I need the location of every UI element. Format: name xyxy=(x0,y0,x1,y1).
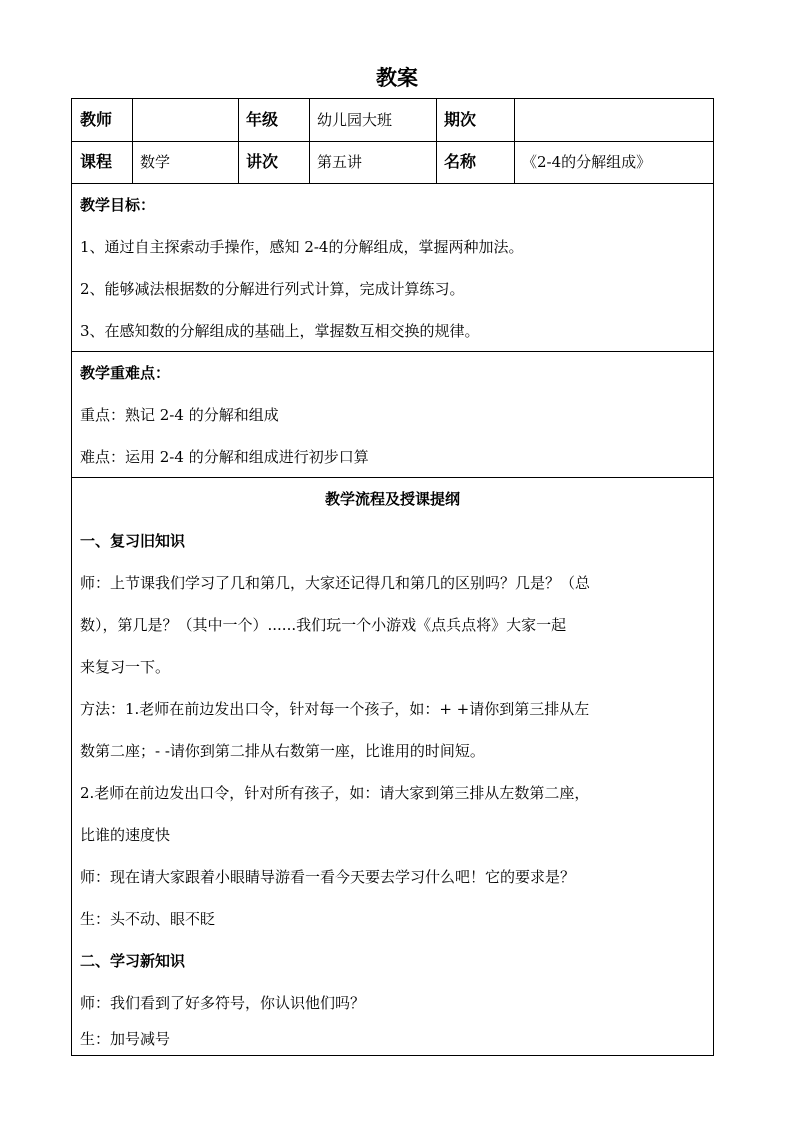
course-value: 数学 xyxy=(140,153,171,171)
session-label: 期次 xyxy=(444,110,477,129)
grade-value: 幼儿园大班 xyxy=(317,111,393,129)
flow-line: 比谁的速度快 xyxy=(80,826,171,844)
row-divider xyxy=(72,477,713,478)
page-title: 教案 xyxy=(376,66,418,90)
flow-line: 生：加号减号 xyxy=(80,1030,171,1048)
flow-line: 师：上节课我们学习了几和第几，大家还记得几和第几的区别吗？几是？（总 xyxy=(80,574,591,592)
flow-line: 2.老师在前边发出口令，针对所有孩子，如：请大家到第三排从左数第二座， xyxy=(80,784,590,802)
lecture-value: 第五讲 xyxy=(317,153,363,171)
section-heading-review: 一、复习旧知识 xyxy=(80,532,186,550)
teacher-value xyxy=(132,99,238,141)
course-label: 课程 xyxy=(80,152,113,171)
section-heading-new: 二、学习新知识 xyxy=(80,952,186,970)
lesson-plan-table xyxy=(71,98,714,1056)
objective-item: 2、能够减法根据数的分解进行列式计算，完成计算练习。 xyxy=(80,280,465,298)
name-value: 《2-4的分解组成》 xyxy=(522,153,652,171)
flow-line: 师：我们看到了好多符号，你认识他们吗？ xyxy=(80,994,366,1012)
flow-line: 来复习一下。 xyxy=(80,658,171,676)
row-divider xyxy=(72,351,713,352)
flow-heading: 教学流程及授课提纲 xyxy=(324,490,460,508)
flow-line: 方法：1.老师在前边发出口令，针对每一个孩子，如：+ +请你到第三排从左 xyxy=(80,700,590,718)
name-label: 名称 xyxy=(444,152,477,171)
objective-item: 1、通过自主探索动手操作，感知 2-4的分解组成，掌握两种加法。 xyxy=(80,238,524,256)
flow-line: 生：头不动、眼不眨 xyxy=(80,910,216,928)
difficult-point: 难点：运用 2-4 的分解和组成进行初步口算 xyxy=(80,448,369,466)
teacher-label: 教师 xyxy=(80,110,113,129)
difficulties-heading: 教学重难点： xyxy=(80,364,171,382)
key-point: 重点：熟记 2-4 的分解和组成 xyxy=(80,406,279,424)
objectives-heading: 教学目标： xyxy=(80,196,156,214)
objective-item: 3、在感知数的分解组成的基础上，掌握数互相交换的规律。 xyxy=(80,322,480,340)
flow-line: 师：现在请大家跟着小眼睛导游看一看今天要去学习什么吧！它的要求是？ xyxy=(80,868,576,886)
flow-line: 数第二座；- -请你到第二排从右数第一座，比谁用的时间短。 xyxy=(80,742,485,760)
lecture-label: 讲次 xyxy=(246,152,279,171)
grade-label: 年级 xyxy=(246,110,279,129)
row-divider xyxy=(72,183,713,184)
session-value xyxy=(514,99,713,141)
flow-line: 数），第几是？（其中一个）......我们玩一个小游戏《点兵点将》大家一起 xyxy=(80,616,567,634)
